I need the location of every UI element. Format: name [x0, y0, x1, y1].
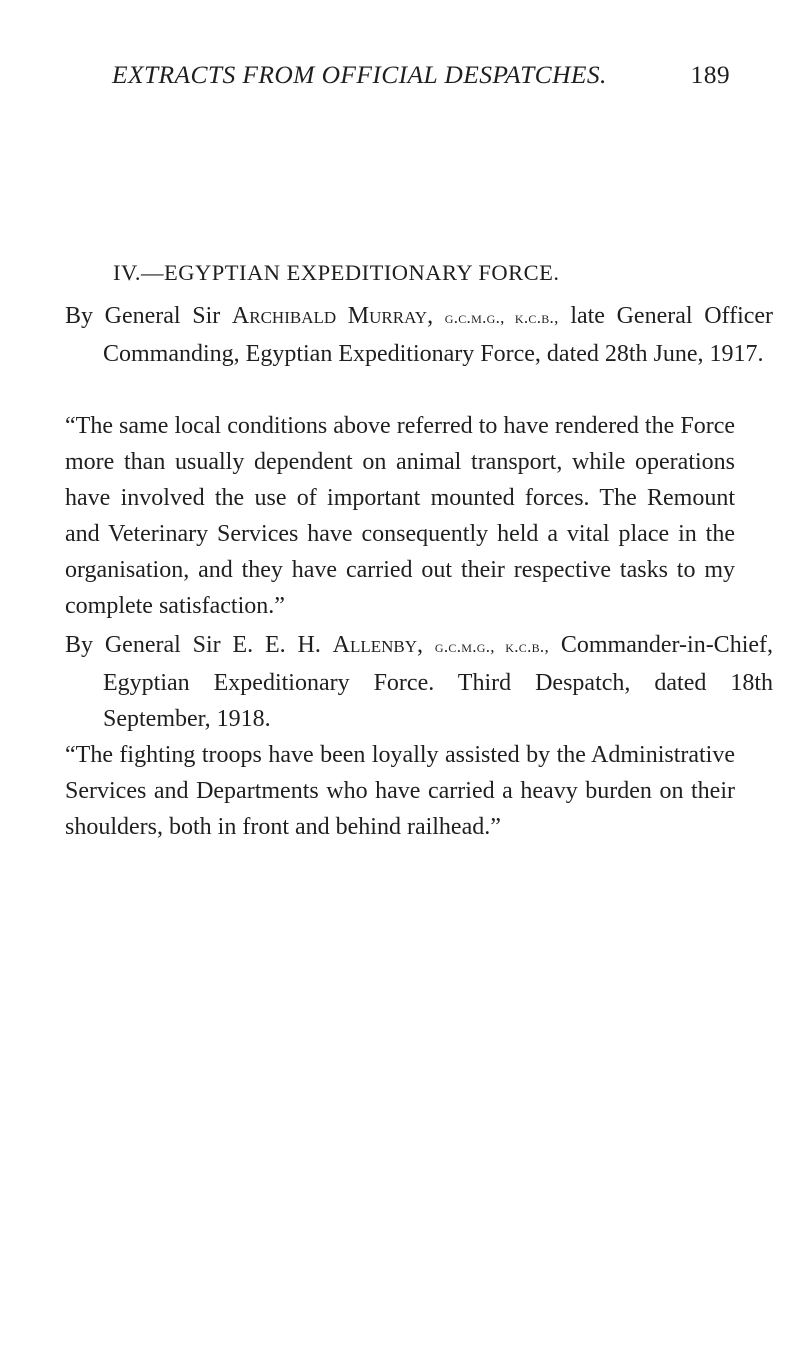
despatch-2-by: By General Sir E. E. H.	[65, 632, 333, 658]
despatch-1-quote: “The same local conditions above referred to have rendered the Force more than usually dependent on animal transport, while operations have involved the use of important mounted forces. The Remount and Veterinary Services have consequently held a vital place in the organisation, and they have carried out their respective tasks to my complete satisfaction.”	[65, 413, 735, 619]
despatch-2-details: Commander-in-Chief, Egyptian Expeditionary Force. Third Despatch, dated 18th September, 1918.	[103, 632, 774, 732]
despatch-2-honours: g.c.m.g., k.c.b.,	[434, 637, 550, 656]
despatch-1-author-name: Archibald Murray,	[231, 303, 434, 329]
despatch-2-attribution	[65, 627, 773, 737]
despatch-2-quote: “The fighting troops have been loyally assisted by the Administrative Services and Departments who have carried a heavy burden on their shoulders, both in front and behind railhead.”	[65, 742, 735, 840]
despatch-1-details: late General Officer Commanding, Egyptian Expeditionary Force, dated 28th June, 1917.	[103, 303, 774, 367]
running-head	[112, 60, 732, 100]
despatch-1-honours: g.c.m.g., k.c.b.,	[444, 308, 559, 327]
running-title: EXTRACTS FROM OFFICIAL DESPATCHES.	[112, 60, 607, 89]
page-number: 189	[690, 60, 730, 89]
despatch-2-author-name: Allenby,	[332, 632, 424, 658]
despatch-1-attribution	[65, 298, 773, 372]
despatch-1-by: By General Sir	[65, 303, 232, 329]
section-heading: IV.—EGYPTIAN EXPEDITIONARY FORCE.	[113, 260, 560, 285]
